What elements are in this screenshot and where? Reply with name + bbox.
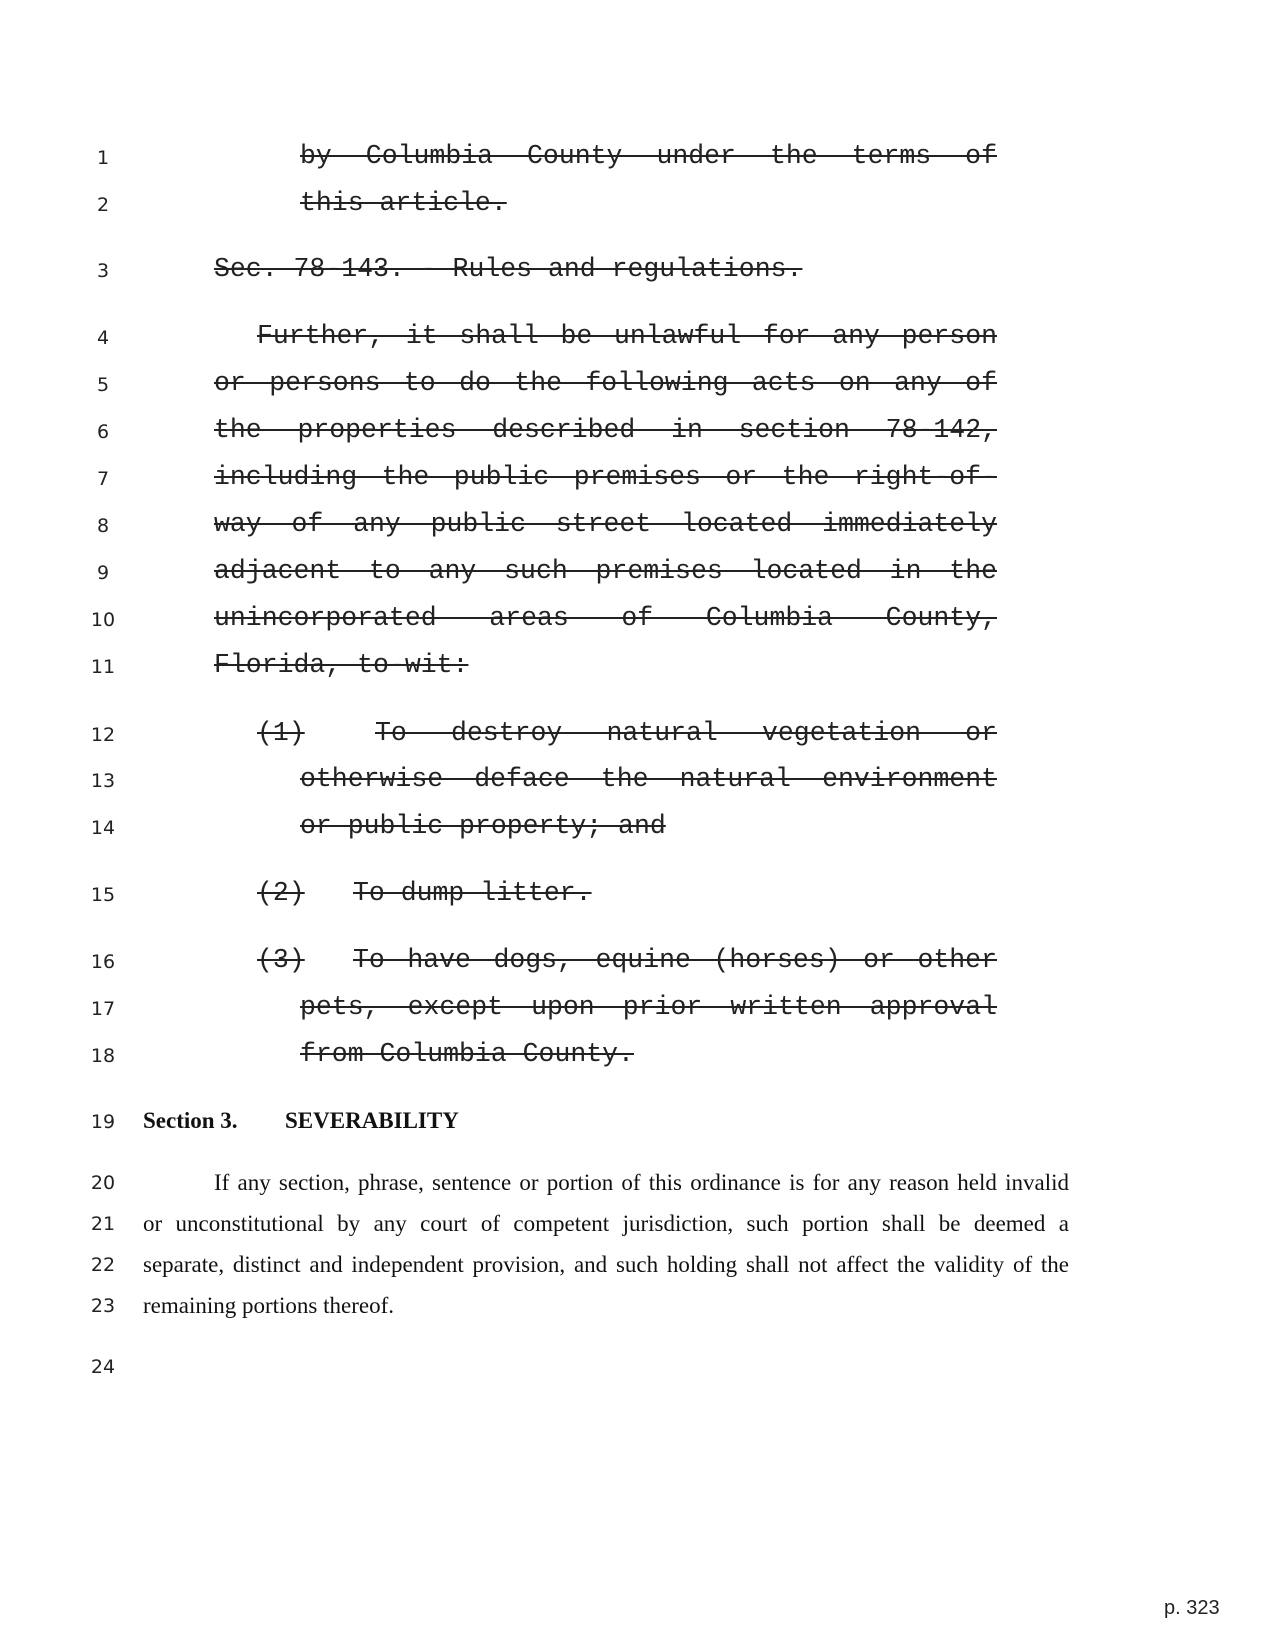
list-item-number: (3) xyxy=(257,945,305,975)
line-number: 22 xyxy=(90,1254,116,1276)
line-number: 20 xyxy=(90,1172,116,1194)
struck-line: including the public premises or the right-of- xyxy=(214,462,997,492)
struck-line: or public property; and xyxy=(300,811,666,841)
struck-line: or persons to do the following acts on any of xyxy=(214,368,997,398)
struck-line: adjacent to any such premises located in the xyxy=(214,556,997,586)
line-number: 16 xyxy=(90,951,116,973)
struck-line: Further, it shall be unlawful for any person xyxy=(257,321,997,351)
list-item-number: (2) xyxy=(257,878,305,908)
struck-line: To dump litter. xyxy=(353,878,592,908)
section-number: Section 3. xyxy=(143,1108,238,1133)
line-number: 7 xyxy=(96,468,110,490)
line-number: 2 xyxy=(96,194,110,216)
line-number: 23 xyxy=(90,1295,116,1317)
paragraph-line: If any section, phrase, sentence or portion of this ordinance is for any reason held invalid xyxy=(214,1170,1069,1195)
struck-line: Florida, to-wit: xyxy=(214,650,469,680)
line-number: 10 xyxy=(90,609,116,631)
line-number: 11 xyxy=(90,656,116,678)
line-number: 8 xyxy=(96,515,110,537)
struck-line: otherwise deface the natural environment xyxy=(300,764,997,794)
line-number: 21 xyxy=(90,1213,116,1235)
line-number: 15 xyxy=(90,884,116,906)
struck-line: by Columbia County under the terms of xyxy=(300,141,997,171)
line-number: 12 xyxy=(90,724,116,746)
section-title: SEVERABILITY xyxy=(285,1108,459,1133)
line-number: 4 xyxy=(96,327,110,349)
line-number: 1 xyxy=(96,147,110,169)
page-number: p. 323 xyxy=(1164,1597,1220,1619)
paragraph-line: or unconstitutional by any court of competent jurisdiction, such portion shall be deemed a xyxy=(143,1211,1069,1236)
struck-line: To have dogs, equine (horses) or other xyxy=(353,945,997,975)
struck-line: unincorporated areas of Columbia County, xyxy=(214,603,997,633)
line-number: 6 xyxy=(96,421,110,443)
line-number: 13 xyxy=(90,770,116,792)
line-number: 14 xyxy=(90,817,116,839)
struck-line: from Columbia County. xyxy=(300,1039,634,1069)
struck-heading: Sec. 78-143. - Rules and regulations. xyxy=(214,254,803,284)
struck-line: the properties described in section 78-142, xyxy=(214,415,997,445)
paragraph-line: separate, distinct and independent provision, and such holding shall not affect the validity of the xyxy=(143,1252,1069,1277)
struck-line: To destroy natural vegetation or xyxy=(375,718,997,748)
struck-line: this article. xyxy=(300,188,507,218)
line-number: 24 xyxy=(90,1356,116,1378)
line-number: 9 xyxy=(96,562,110,584)
line-number: 5 xyxy=(96,374,110,396)
struck-line: way of any public street located immediately xyxy=(214,509,997,539)
line-number: 17 xyxy=(90,998,116,1020)
struck-line: pets, except upon prior written approval xyxy=(300,992,997,1022)
line-number: 19 xyxy=(90,1111,116,1133)
list-item-number: (1) xyxy=(257,718,305,748)
paragraph-line: remaining portions thereof. xyxy=(143,1293,395,1318)
line-number: 3 xyxy=(96,260,110,282)
line-number: 18 xyxy=(90,1045,116,1067)
